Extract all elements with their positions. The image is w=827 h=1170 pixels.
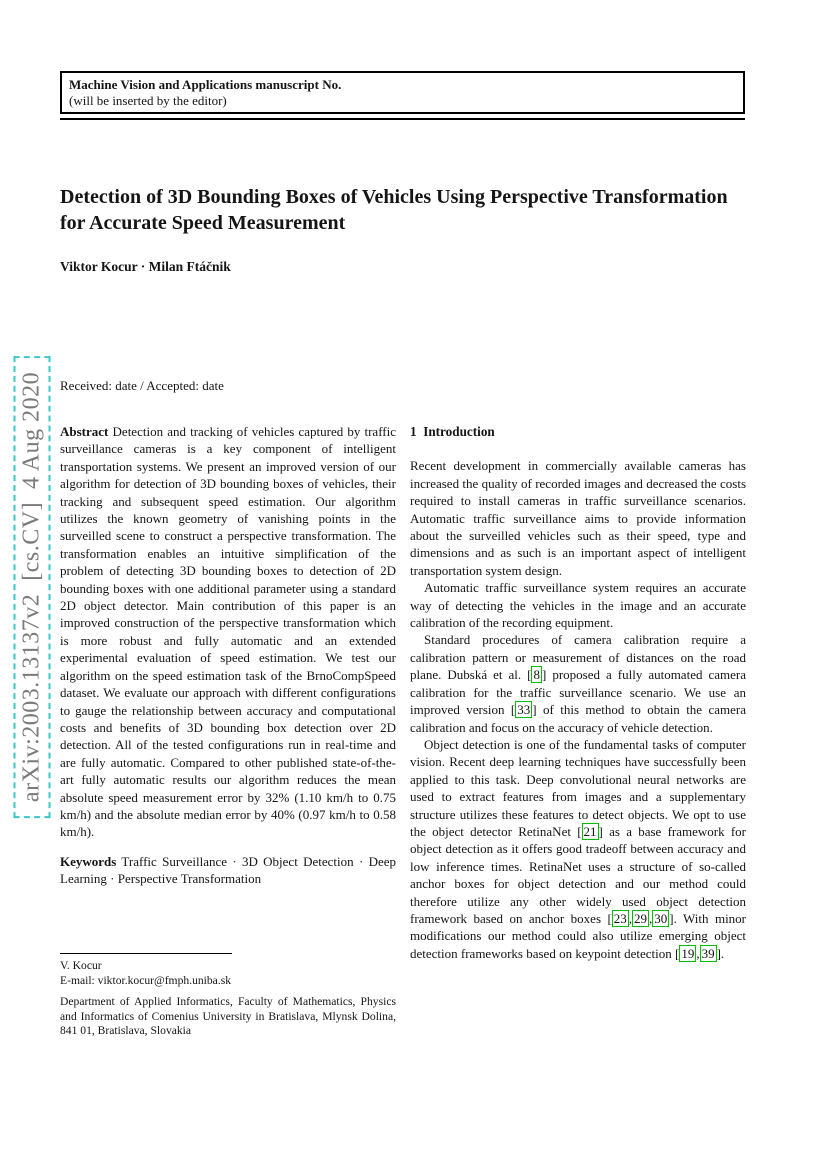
keywords-paragraph: [60, 853, 396, 888]
intro-paragraph-3: Standard procedures of camera calibration require a calibration pattern or measurement of distances on the road plane. Dubská et al. [ 8 ] proposed a fully automated camera calibration for the traffic surveillance scenario. We use an improved version [ 33 ] of this method to obtain the camera calibration and focus on the accuracy of vehicle detection.: [410, 632, 747, 735]
footnote-affiliation: Department of Applied Informatics, Faculty of Mathematics, Physics and Informatics of Comenius University in Bratislava, Mlynsk Dolina, 841 01, Bratislava, Slovakia: [60, 995, 396, 1038]
keywords-text: Traffic Surveillance · 3D Object Detection · Deep Learning · Perspective Transformation: [60, 853, 396, 887]
left-column: [60, 423, 396, 888]
arxiv-stamp-link[interactable]: arXiv:2003.13137v2 [cs.CV] 4 Aug 2020: [14, 356, 51, 818]
citation-link[interactable]: 8: [533, 667, 540, 683]
citation-link[interactable]: 23: [613, 910, 627, 926]
citation-link[interactable]: 19: [681, 945, 695, 961]
paper-title: Detection of 3D Bounding Boxes of Vehicles Using Perspective Transformation for Accurate Speed Measurement: [60, 186, 728, 234]
footnote-email: E-mail: viktor.kocur@fmph.uniba.sk: [60, 973, 232, 987]
editor-note-line: (will be inserted by the editor): [69, 92, 227, 108]
manuscript-header-box: [60, 71, 745, 114]
right-column: [410, 423, 746, 962]
abstract-label: Abstract: [60, 424, 109, 439]
citation-link[interactable]: 33: [517, 702, 531, 718]
intro-paragraph-1: Recent development in commercially available cameras has increased the quality of recorded images and decreased the costs required to install cameras in traffic surveillance scenarios. Automatic traffic surveillance aims to provide information about the surveilled vehicles such as their speed, type and dimensions and as such is an important aspect of intelligent transportation system design.: [410, 458, 746, 578]
section-heading-introduction: 1 Introduction: [410, 424, 495, 439]
received-accepted-line: Received: date / Accepted: date: [60, 378, 224, 393]
footnote-block: [60, 953, 396, 1039]
citation-link[interactable]: 21: [583, 823, 597, 839]
citation-link[interactable]: 29: [634, 910, 648, 926]
footnote-rule: [60, 953, 232, 954]
intro-paragraph-2: Automatic traffic surveillance system requires an accurate way of detecting the vehicles in the image and an accurate calibration of the recording equipment.: [410, 580, 746, 631]
header-rule: [60, 118, 745, 120]
authors-line: Viktor Kocur · Milan Ftáčnik: [60, 259, 231, 274]
citation-link[interactable]: 39: [701, 945, 715, 961]
manuscript-no-line: Machine Vision and Applications manuscript No.: [69, 77, 342, 92]
citation-link[interactable]: 30: [654, 910, 668, 926]
intro-paragraph-4: Object detection is one of the fundamental tasks of computer vision. Recent deep learning techniques have successfully been applied to this task. Deep convolutional neural networks are used to extract features from images and a supplementary structure utilizes these features to detect objects. We opt to use the object detector RetinaNet [ 21 ] as a base framework for object detection as it offers good tradeoff between accuracy and low inference times. RetinaNet uses a structure of so-called anchor boxes for object detection and our method could therefore utilize any other widely used object detection framework based on anchor boxes [ 23 , 29 , 30 ]. With minor modifications our method could also utilize emerging object detection frameworks based on keypoint detection [ 19 , 39 ].: [410, 736, 747, 961]
abstract-text: Detection and tracking of vehicles captured by traffic surveillance cameras is a key component of intelligent transportation systems. We present an improved version of our algorithm for detection of 3D bounding boxes of vehicles, their tracking and subsequent speed estimation. Our algorithm utilizes the known geometry of vanishing points in the surveilled scene to construct a perspective transformation. The transformation enables an intuitive simplification of the problem of detecting 3D bounding boxes to detection of 2D bounding boxes with one additional parameter using a standard 2D object detector. Main contribution of this paper is an improved construction of the perspective transformation which is more robust and fully automatic and an extended experimental evaluation of speed estimation. We test our algorithm on the speed estimation task of the BrnoCompSpeed dataset. We evaluate our approach with different configurations to gauge the relationship between accuracy and computational costs and benefits of 3D bounding box detection over 2D detection. All of the tested configurations run in real-time and are fully automatic. Compared to other published state-of-the-art fully automatic results our algorithm reduces the mean absolute speed measurement error by 32% (1.10 km/h to 0.75 km/h) and the absolute median error by 40% (0.97 km/h to 0.58 km/h).: [60, 424, 397, 840]
keywords-label: Keywords: [60, 853, 117, 869]
abstract-paragraph: [60, 423, 396, 841]
footnote-author: V. Kocur: [60, 959, 102, 972]
